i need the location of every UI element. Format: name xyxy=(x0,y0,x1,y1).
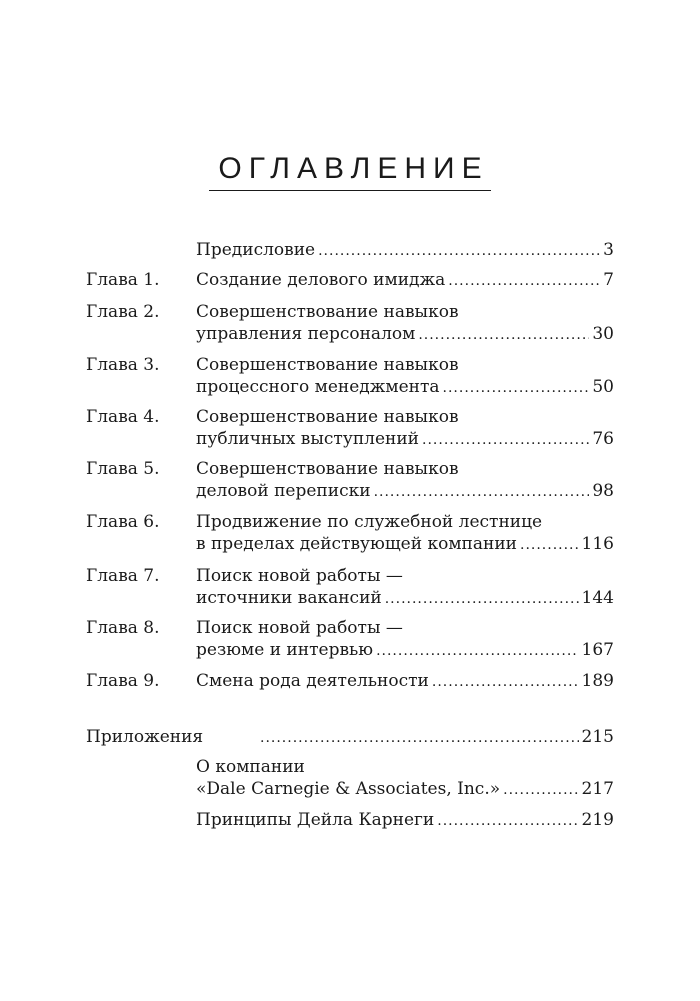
entry-title: Создание делового имиджа xyxy=(196,270,446,290)
dot-leader xyxy=(260,730,579,746)
appendix-label: Приложения xyxy=(86,727,204,747)
page-number: 7 xyxy=(603,270,614,290)
toc-line xyxy=(196,534,614,554)
chapter-label: Глава 9. xyxy=(86,671,160,691)
entry-title-line-1: Продвижение по служебной лестнице xyxy=(196,512,543,532)
page-number: 116 xyxy=(581,534,614,554)
page-number: 3 xyxy=(603,240,614,260)
entry-title-line-1: Совершенствование навыков xyxy=(196,302,459,322)
toc-line xyxy=(196,240,614,260)
page-title: ОГЛАВЛЕНИЕ xyxy=(209,152,490,191)
entry-title-line-2: резюме и интервью xyxy=(196,640,374,660)
dot-leader xyxy=(520,537,579,553)
entry-title-line-2: «Dale Carnegie & Associates, Inc.» xyxy=(196,779,501,799)
toc-line xyxy=(196,270,614,290)
page-number: 50 xyxy=(592,377,614,397)
toc-line xyxy=(196,810,614,830)
chapter-label: Глава 7. xyxy=(86,566,160,586)
dot-leader xyxy=(385,591,579,607)
page-number: 30 xyxy=(592,324,614,344)
toc-line xyxy=(196,324,614,344)
dot-leader xyxy=(374,484,590,500)
toc-line xyxy=(196,481,614,501)
chapter-label: Глава 3. xyxy=(86,355,160,375)
entry-title: Смена рода деятельности xyxy=(196,671,429,691)
title-wrap xyxy=(0,152,700,191)
dot-leader xyxy=(503,782,578,798)
dot-leader xyxy=(418,327,589,343)
entry-title-line-1: О компании xyxy=(196,757,305,777)
toc-line xyxy=(196,779,614,799)
toc-line xyxy=(196,588,614,608)
chapter-label: Глава 6. xyxy=(86,512,160,532)
page-number: 144 xyxy=(581,588,614,608)
chapter-label: Глава 2. xyxy=(86,302,160,322)
dot-leader xyxy=(432,674,579,690)
entry-title-line-2: процессного менеджмента xyxy=(196,377,440,397)
dot-leader xyxy=(422,432,589,448)
toc-line xyxy=(196,671,614,691)
chapter-label: Глава 5. xyxy=(86,459,160,479)
dot-leader xyxy=(443,380,590,396)
entry-title-line-2: источники вакансий xyxy=(196,588,382,608)
dot-leader xyxy=(437,813,578,829)
entry-title-line-1: Поиск новой работы — xyxy=(196,618,403,638)
entry-title: Принципы Дейла Карнеги xyxy=(196,810,435,830)
page-number: 219 xyxy=(581,810,614,830)
chapter-label: Глава 4. xyxy=(86,407,160,427)
entry-title-line-2: в пределах действующей компании xyxy=(196,534,517,554)
entry-title-line-2: деловой переписки xyxy=(196,481,371,501)
page-number: 76 xyxy=(592,429,614,449)
page-number: 189 xyxy=(581,671,614,691)
chapter-label: Глава 8. xyxy=(86,618,160,638)
entry-title-line-1: Совершенствование навыков xyxy=(196,355,459,375)
entry-title-line-1: Совершенствование навыков xyxy=(196,459,459,479)
page-number: 167 xyxy=(581,640,614,660)
toc-line xyxy=(196,377,614,397)
page-number: 98 xyxy=(592,481,614,501)
page-number: 217 xyxy=(581,779,614,799)
entry-title-line-2: публичных выступлений xyxy=(196,429,420,449)
entry-title-line-1: Поиск новой работы — xyxy=(196,566,403,586)
chapter-label: Глава 1. xyxy=(86,270,160,290)
dot-leader xyxy=(376,643,578,659)
entry-title: Предисловие xyxy=(196,240,316,260)
page-number: 215 xyxy=(581,727,614,747)
toc-line xyxy=(196,640,614,660)
dot-leader xyxy=(318,243,600,259)
entry-title-line-2: управления персоналом xyxy=(196,324,416,344)
toc-line xyxy=(260,727,614,747)
entry-title-line-1: Совершенствование навыков xyxy=(196,407,459,427)
dot-leader xyxy=(448,273,600,289)
toc-line xyxy=(196,429,614,449)
